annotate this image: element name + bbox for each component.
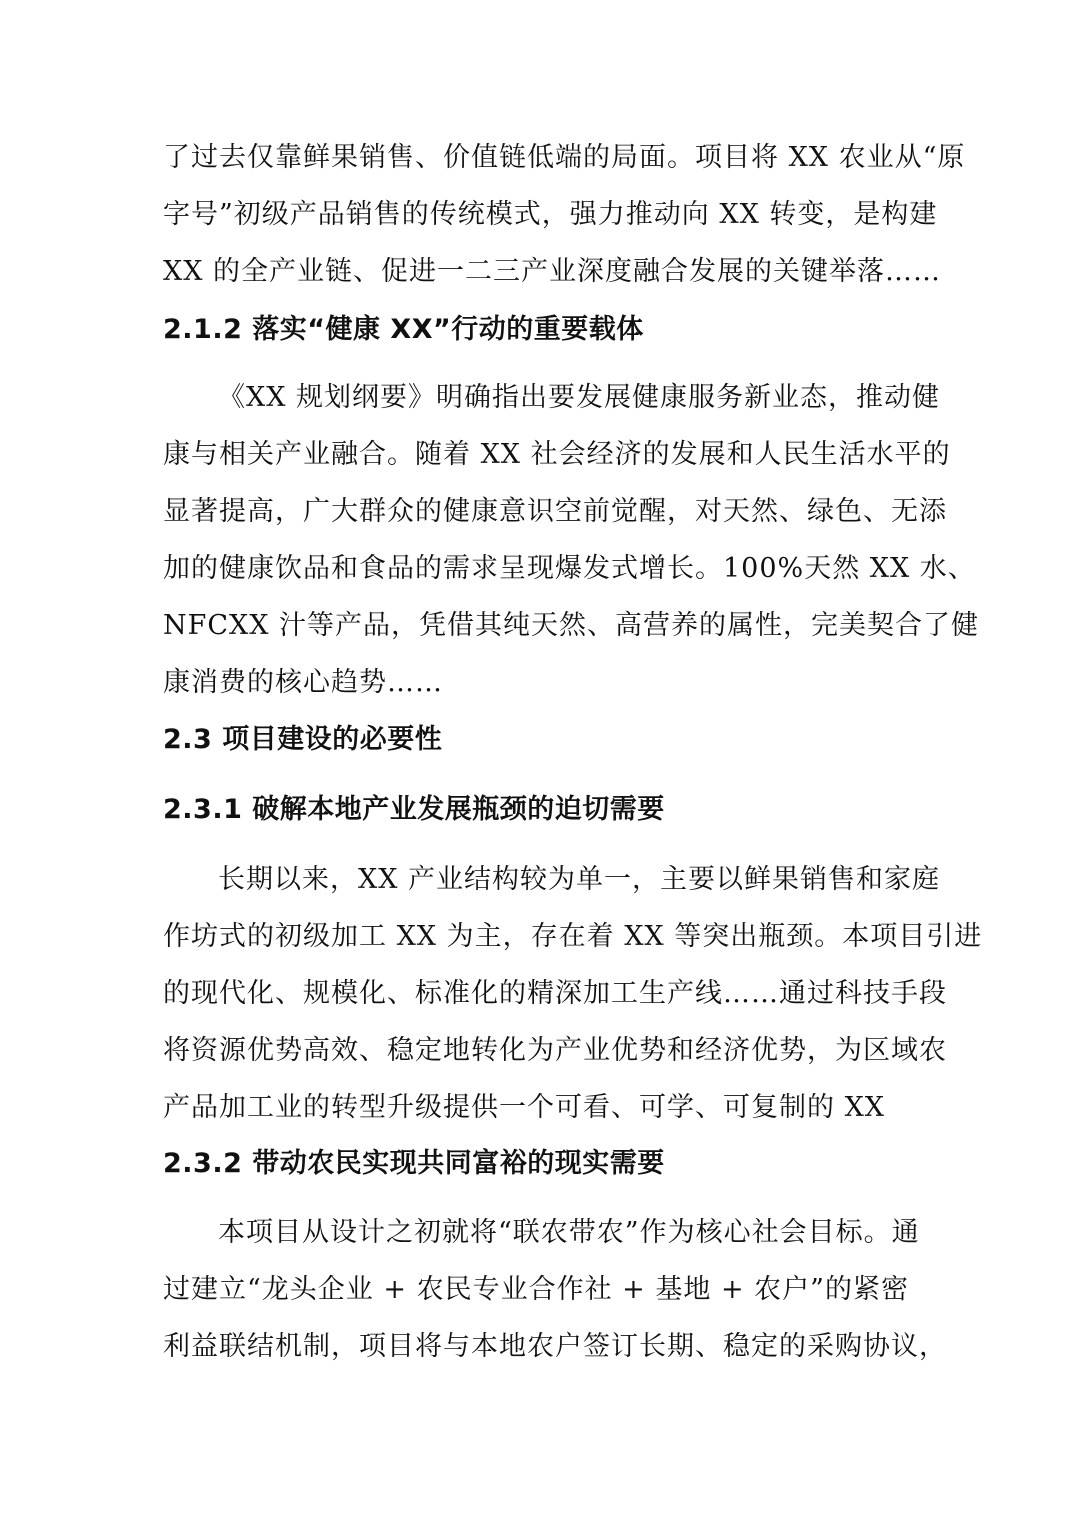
paragraph-line: 产品加工业的转型升级提供一个可看、可学、可复制的 XX — [163, 1092, 886, 1123]
paragraph-line: 的现代化、规模化、标准化的精深加工生产线……通过科技手段 — [163, 978, 947, 1009]
section-heading-2-1-2: 2.1.2 落实“健康 XX”行动的重要载体 — [163, 314, 644, 345]
paragraph-line: 字号”初级产品销售的传统模式，强力推动向 XX 转变，是构建 — [163, 199, 938, 230]
paragraph-line: NFCXX 汁等产品，凭借其纯天然、高营养的属性，完美契合了健 — [163, 610, 980, 641]
paragraph-line: 康与相关产业融合。随着 XX 社会经济的发展和人民生活水平的 — [163, 439, 951, 470]
paragraph-line: 加的健康饮品和食品的需求呈现爆发式增长。100%天然 XX 水、 — [163, 553, 976, 584]
section-heading-2-3-1: 2.3.1 破解本地产业发展瓶颈的迫切需要 — [163, 794, 665, 825]
paragraph-line: XX 的全产业链、促进一二三产业深度融合发展的关键举落…… — [163, 256, 942, 287]
paragraph-line: 过建立“龙头企业 + 农民专业合作社 + 基地 + 农户”的紧密 — [163, 1274, 909, 1305]
paragraph-line: 显著提高，广大群众的健康意识空前觉醒，对天然、绿色、无添 — [163, 496, 947, 527]
paragraph-line: 《XX 规划纲要》明确指出要发展健康服务新业态，推动健 — [218, 382, 941, 413]
paragraph-line: 长期以来，XX 产业结构较为单一，主要以鲜果销售和家庭 — [218, 864, 941, 895]
paragraph-line: 了过去仅靠鲜果销售、价值链低端的局面。项目将 XX 农业从“原 — [163, 142, 966, 173]
section-heading-2-3-2: 2.3.2 带动农民实现共同富裕的现实需要 — [163, 1148, 665, 1179]
paragraph-line: 康消费的核心趋势…… — [163, 667, 443, 698]
paragraph-line: 利益联结机制，项目将与本地农户签订长期、稳定的采购协议， — [163, 1331, 947, 1362]
paragraph-line: 本项目从设计之初就将“联农带农”作为核心社会目标。通 — [218, 1217, 920, 1248]
section-heading-2-3: 2.3 项目建设的必要性 — [163, 724, 443, 755]
paragraph-line: 作坊式的初级加工 XX 为主，存在着 XX 等突出瓶颈。本项目引进 — [163, 921, 983, 952]
paragraph-line: 将资源优势高效、稳定地转化为产业优势和经济优势，为区域农 — [163, 1035, 947, 1066]
